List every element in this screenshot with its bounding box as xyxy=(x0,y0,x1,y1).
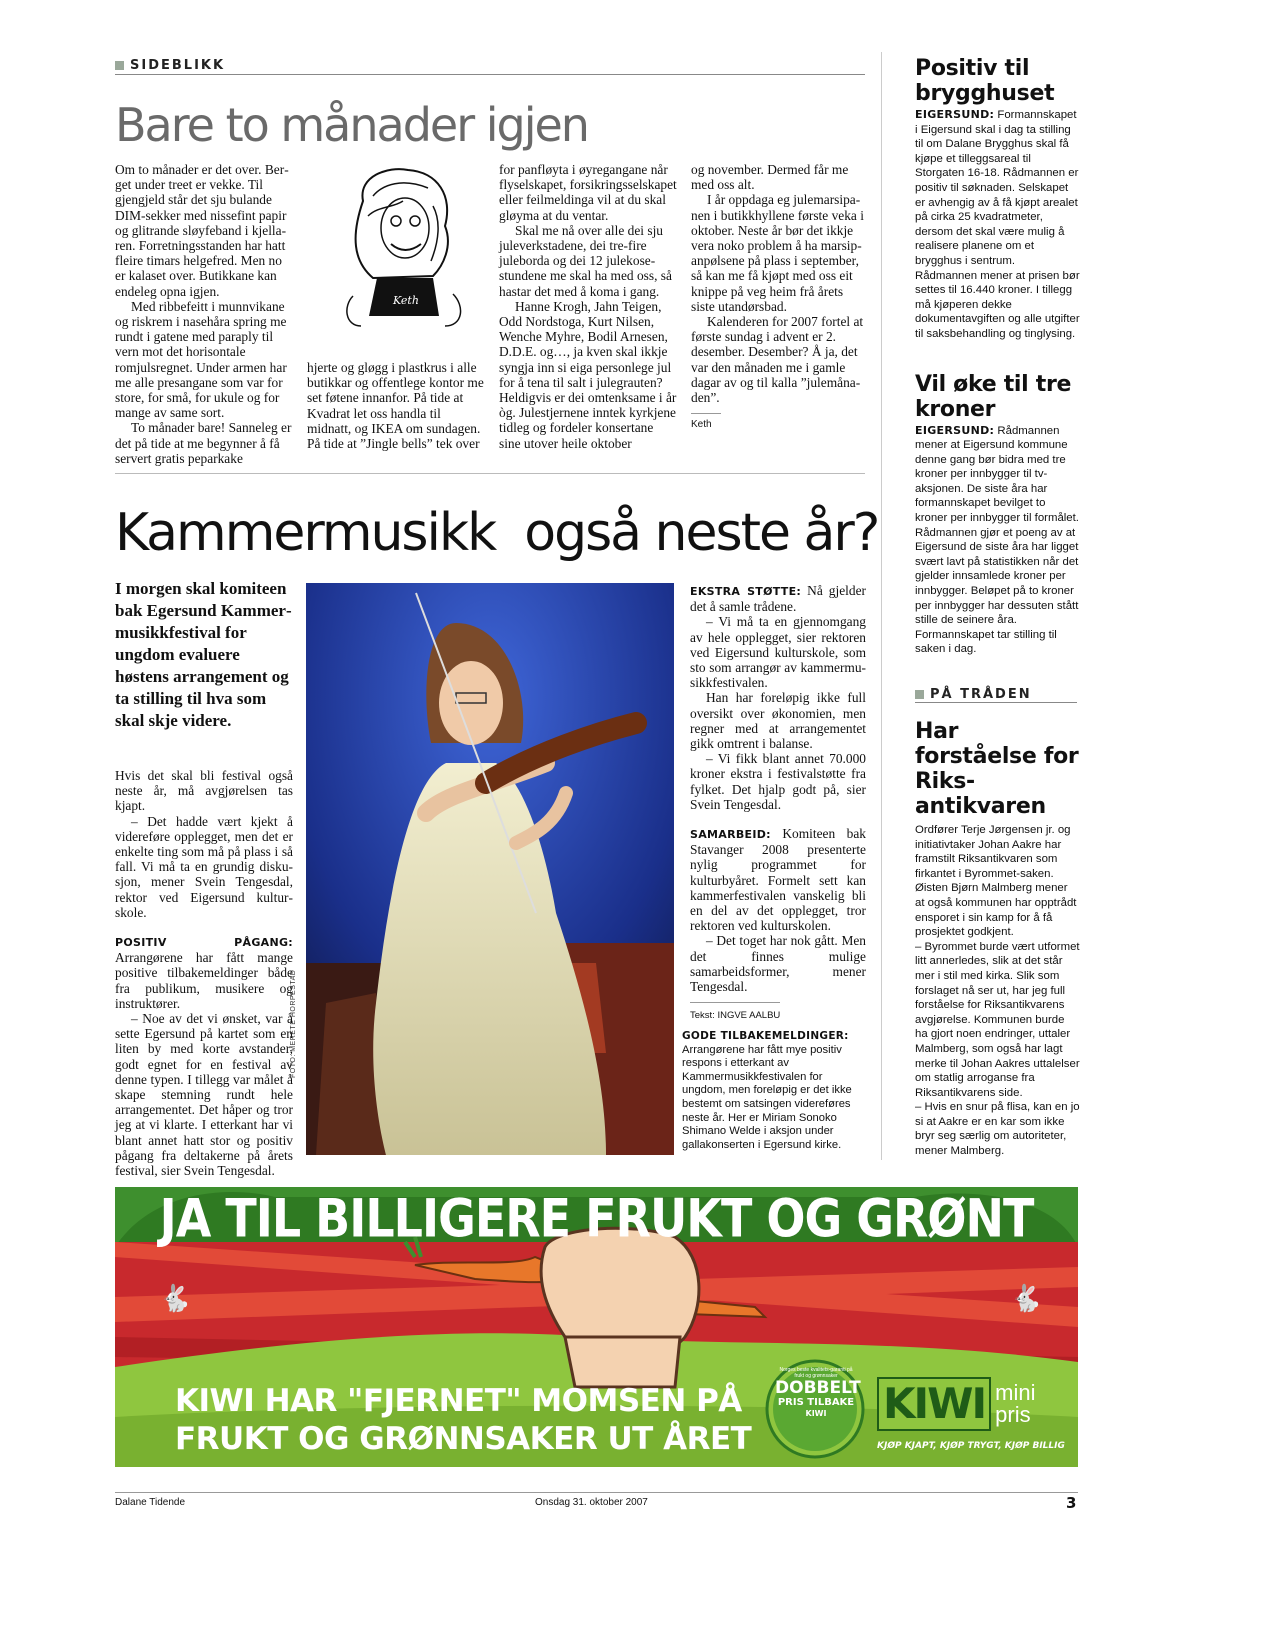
paragraph: – Vi må ta en gjennomgang av hele opplegget, sier rektoren ved Eigersund kulturskole, som sto som arrangør av kammermusikkfestivalen. xyxy=(690,614,866,691)
sidebar-item-2 xyxy=(915,424,1080,658)
paragraph: og november. Dermed får me med oss alt. xyxy=(691,162,849,193)
paragraph: Formannskapet tar stilling til saken i dag. xyxy=(915,628,1057,656)
paragraph: Ordfører Terje Jørgensen jr. og initiativtaker Johan Aakre har framstilt Riksantikvaren som firkantet i Byrommet-saken. Øisten Bjørn Malmberg mener at også kommunen har opptrådt ensporet i sin kamp for å få prosjektet godkjent. xyxy=(915,824,1077,939)
caption-text: Arrangørene har fått mye positiv respons i etterkant av Kammermusikkfestivalen for ungdom, men foreløpig er det ikke bestemt om satsingen videreføres neste år. Her er Miriam Sonoko Shimano Welde i aksjon under gallakonserten i Egersund kirke. xyxy=(682,1043,852,1151)
paragraph: Rådmannen mener at prisen bør settes til 16.440 kroner. I tillegg må kjøperen dekke dokumentavgiften og alle utgifter til saksbehandling og tinglysing. xyxy=(915,269,1080,340)
paragraph: – Hvis en snur på flisa, kan en jo si at Aakre er en kar som ikke bryr seg særlig om autoriteter, mener Malmberg. xyxy=(915,1101,1080,1158)
section-square-icon xyxy=(915,690,924,699)
paragraph: I år oppdaga eg julemarsipanen i butikkhyllene første veka i oktober. Neste år bør det ikkje vera noko problem å ha marsipanpølsene på plass i september, så kan me få kjøpt med oss eit knippe på veg heim frå årets siste utandørsbad. xyxy=(691,192,864,314)
byline: Keth xyxy=(691,419,712,431)
badge-big-text-2: PRIS TILBAKE xyxy=(777,1397,855,1408)
badge-brand: KIWI xyxy=(805,1409,827,1418)
subsection xyxy=(690,826,866,933)
badge-small-text: Norges beste kvalitets-garanti på frukt og grønnsaker xyxy=(779,1367,853,1379)
section-label-text: PÅ TRÅDEN xyxy=(930,687,1032,702)
sidebar-headline-3: Har forståelse for Riksantikvaren xyxy=(915,719,1079,819)
page-number: 3 xyxy=(1066,1494,1077,1512)
paragraph: Kalenderen for 2007 fortel at første sundag i advent er 2. desember. Desember? Å ja, det var den månaden me i gamle dagar av og til kalla ”julemånaden”. xyxy=(691,314,864,406)
kiwi-advertisement[interactable] xyxy=(115,1187,1078,1467)
paragraph: Rådmannen gjør et poeng av at Eigersund de siste åra har ligget svært lavt på statistikken når det gjelder innsamlede kroner per innbygger. Beløpet på to kroner per innbygger har dessuten stått stille de seinere åra. xyxy=(915,526,1079,627)
paragraph: – Byrommet burde vært utformet litt annerledes, slik at det står mer i stil med kirka. Slik som forslaget nå ser ut, har jeg full forståelse for Riksantikvarens avgjørelse. Kommunen burde ha gjort noen endringer, uttaler Malmberg, som også har lagt merke til Johan Aakres uttalelser om statlig arroganse fra Riksantikvarens side. xyxy=(915,940,1080,1099)
sidebar-item-1 xyxy=(915,108,1080,342)
paragraph: Han har foreløpig ikke full oversikt over økonomien, men regner med at arrangementet gikk omtrent i balanse. xyxy=(690,690,866,752)
kicker: EIGERSUND: xyxy=(915,108,995,121)
sidebar-item-3 xyxy=(915,823,1080,1159)
paragraph: Nå gjelder det å samle trådene. xyxy=(690,583,866,615)
caricature-signature: Keth xyxy=(393,294,419,307)
paragraph: Formannskapet i Eigersund skal i dag ta stilling til om Dalane Brygghus skal få kjøpe et tilleggsareal til Storgaten 16-18. Rådmannen er positiv til søknaden. Selskapet er avhengig av å få kjøpt arealet på cirka 25 kvadratmeter, dersom det skal være mulig å realisere planene om et brygghus i sentrum. xyxy=(915,109,1079,267)
badge-big-text-1: DOBBELT xyxy=(775,1378,861,1398)
price-guarantee-badge xyxy=(775,1367,861,1418)
paragraph: hjerte og gløgg i plastkrus i alle butikkar og offentlege kontor me set føtene innanfor. På tide at Kvadrat let oss handla til midnatt, og IKEA om sundagen. På tide at ”Jingle bells” tek over xyxy=(307,360,484,452)
ad-subline-2: FRUKT OG GRØNNSAKER UT ÅRET xyxy=(175,1421,752,1457)
violinist-photo xyxy=(306,583,674,1155)
kammer-column-1 xyxy=(115,768,293,1178)
kammer-column-3 xyxy=(690,583,866,1023)
kicker: EIGERSUND: xyxy=(915,423,995,437)
svg-text:🐇: 🐇 xyxy=(159,1284,192,1314)
kiwi-logo xyxy=(877,1377,1072,1431)
caption-kicker: GODE TILBAKEMELDINGER: xyxy=(682,1030,849,1042)
svg-text:🐇: 🐇 xyxy=(1010,1284,1043,1314)
kicker: POSITIV PÅGANG: xyxy=(115,936,293,950)
paragraph: Komiteen bak Stavanger 2008 presenterte nylig programmet for kulturbyåret. Formelt sett kan kammerfestivalen vanskelig bli en del av det opplegget, tror rektoren ved kulturskolen. xyxy=(690,826,866,934)
article-column-3 xyxy=(499,162,677,451)
ad-subline xyxy=(175,1382,775,1458)
column-divider xyxy=(881,52,882,1160)
paragraph: – Noe av det vi ønsket, var å sette Egersund på kartet som en liten by med korte avstander, godt egnet for en festival av denne typen. I tillegg var målet å skape stemning rundt hele arrangementet. Det håper og tror jeg at vi klarte. I etterkant har vi blant annet hatt stor og positiv pågang fra deltakerne på årets festival, sier Svein Tengesdal. xyxy=(115,1011,293,1179)
paragraph: Om to månader er det over. Berget under treet er vekke. Til gjengjeld står det sju bulande DIM-sekker med nissefint papir og glitrande sløyfeband i kjellaren. Forretningsstanden har hatt fleire timars helgefred. Men no er kalaset over. Butikkane kan endeleg opna igjen. xyxy=(115,162,289,299)
section-square-icon xyxy=(115,61,124,70)
kammer-headline: Kammermusikk også neste år? xyxy=(115,503,879,563)
paragraph: – Vi fikk blant annet 70.000 kroner ekstra i festivalstøtte fra fylket. Det hjalp godt på, sier Svein Tengesdal. xyxy=(690,751,866,812)
sidebar xyxy=(915,56,1080,1159)
paragraph: – Det hadde vært kjekt å videreføre opplegget, men det er enkelte ting som må på plass i så fall. Vi må ta en grundig diskusjon, mener Svein Tengesdal, rektor ved Eigersund kulturskole. xyxy=(115,813,293,920)
kiwi-logo-mini: mini xyxy=(995,1380,1036,1405)
article-column-2 xyxy=(307,360,485,451)
ad-headline: JA TIL BILLIGERE FRUKT OG GRØNT xyxy=(159,1187,1034,1250)
paragraph: To månader bare! Sanneleg er det på tide at me begynner å få servert gratis peparkake xyxy=(115,420,292,466)
ad-subline-1: KIWI HAR "FJERNET" MOMSEN PÅ xyxy=(175,1383,742,1419)
sidebar-headline-1: Positiv til brygghuset xyxy=(915,56,1055,106)
caricature-illustration xyxy=(333,166,473,332)
paragraph: Rådmannen mener at Eigersund kommune denne gang bør bidra med tre kroner per innbygger til tv-aksjonen. De siste åra har formannskapet bevilget to kroner per innbygger til formålet. xyxy=(915,424,1079,525)
footer-date: Onsdag 31. oktober 2007 xyxy=(535,1497,648,1508)
byline: Tekst: INGVE AALBU xyxy=(690,1010,781,1022)
kicker: SAMARBEID: xyxy=(690,828,771,842)
paragraph: Skal me nå over alle dei sju juleverkstadene, dei tre-fire juleborda og dei 12 julekosestundene me skal ha med oss, så hastar det med å koma i gang. xyxy=(499,222,672,299)
kiwi-logo-pris: pris xyxy=(995,1402,1031,1427)
section-label-paa-traaden xyxy=(915,687,1077,703)
footer-rule xyxy=(115,1492,1078,1493)
photo-caption xyxy=(682,1030,852,1152)
sidebar-headline-2: Vil øke til tre kroner xyxy=(915,371,1072,422)
paragraph: – Det toget har nok gått. Men det finnes mulige samarbeidsformer, mener Tengesdal. xyxy=(690,933,866,995)
sideblikk-section xyxy=(115,58,865,474)
paragraph: Hanne Krogh, Jahn Teigen, Odd Nordstoga, Kurt Nilsen, Wenche Myhre, Bodil Arnesen, D.D.E. og…, ja kven skal ikkje syngja inn si eiga personlege jul for å tena til salt i julegrauten? Heldigvis er dei omtenksame i år òg. Julestjernene inntek kyrkjene tidleg og fordeler konsertane sine utover heile oktober xyxy=(499,298,677,451)
kammer-lead: I morgen skal komiteen bak Egersund Kammermusikkfestival for ungdom evaluere høstens arrangement og ta stilling til hva som skal skje videre. xyxy=(115,579,292,730)
section-label-text: SIDEBLIKK xyxy=(130,58,226,73)
section-label-sideblikk xyxy=(115,58,865,75)
kiwi-logo-text: KIWI xyxy=(877,1377,991,1431)
photo-credit: FOTO: MERETE HORPESTAD xyxy=(290,969,297,1078)
subsection xyxy=(115,934,293,1011)
article-headline: Bare to månader igjen xyxy=(115,98,588,152)
paragraph: for panfløyta i øyregangane når flyselskapet, forsikringsselskapet eller feilmeldinga vil at du skal gløyma at du ventar. xyxy=(499,162,677,223)
paragraph: Med ribbefeitt i munnvikane og riskrem i nasehåra spring me rundt i gatene med paraply til vern mot det horisontale romjulsregnet. Under armen har me alle presangane som var for store, for små, for ukule og for mange av same sort. xyxy=(115,298,287,421)
paragraph: Hvis det skal bli festival også neste år, må avgjørelsen tas kjapt. xyxy=(115,768,293,814)
section-divider xyxy=(115,473,865,474)
ad-slogan: KJØP KJAPT, KJØP TRYGT, KJØP BILLIG xyxy=(877,1441,1065,1451)
paragraph: Arrangørene har fått mange positive tilbakemeldinger både fra publikum, musikere og instruktører. xyxy=(115,950,293,1011)
footer-paper-name: Dalane Tidende xyxy=(115,1497,186,1508)
article-column-4 xyxy=(691,162,869,432)
article-column-1 xyxy=(115,162,293,466)
kicker: EKSTRA STØTTE: xyxy=(690,585,802,598)
subsection xyxy=(690,583,866,614)
